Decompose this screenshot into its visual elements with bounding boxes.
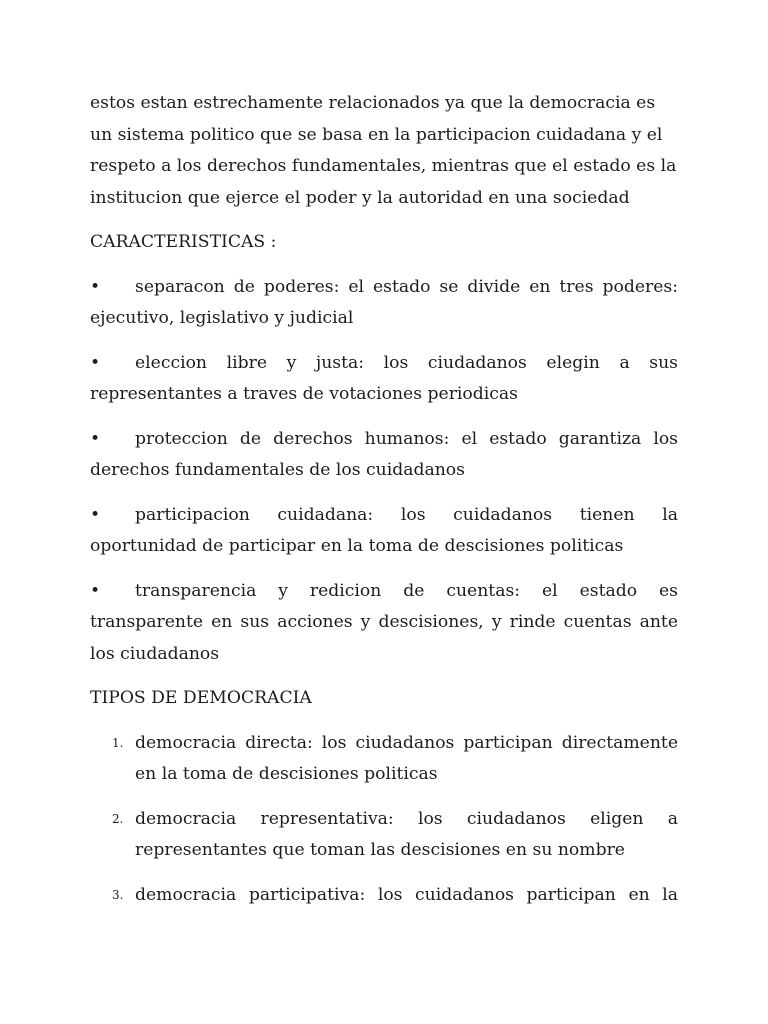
list-number: 2. (112, 811, 124, 826)
list-item-text: democracia directa: los ciudadanos participan directamente en la toma de descisiones politicas (135, 732, 678, 784)
bullet-text: participacion cuidadana: los cuidadanos tienen la oportunidad de participar en la toma de descisiones politicas (90, 504, 678, 556)
intro-paragraph: estos estan estrechamente relacionados ya que la democracia es un sistema politico que se basa en la participacion cuidadana y el respeto a los derechos fundamentales, mientras que el estado es la institucion que ejerce el poder y la autoridad en una sociedad (90, 93, 677, 208)
bullet-text: proteccion de derechos humanos: el estado garantiza los derechos fundamentales de los cuidadanos (90, 428, 678, 480)
bullet-text: transparencia y redicion de cuentas: el estado es transparente en sus acciones y descisiones, y rinde cuentas ante los ciudadanos (90, 580, 678, 664)
tipos-list (90, 728, 678, 912)
list-item-text: democracia representativa: los ciudadanos eligen a representantes que toman las descisiones en su nombre (135, 808, 678, 860)
bullet-icon: • (90, 428, 101, 449)
list-item (90, 880, 678, 912)
document-body (90, 88, 678, 924)
tipos-heading: TIPOS DE DEMOCRACIA (90, 688, 312, 708)
bullet-icon: • (90, 276, 101, 297)
bullet-item (90, 424, 678, 487)
bullet-text: eleccion libre y justa: los ciudadanos elegin a sus representantes a traves de votaciones periodicas (90, 352, 678, 404)
list-number: 1. (112, 735, 124, 750)
bullet-item (90, 348, 678, 411)
bullet-item (90, 272, 678, 335)
list-item (90, 728, 678, 791)
list-item (90, 804, 678, 867)
bullet-item (90, 576, 678, 671)
list-number: 3. (112, 887, 124, 902)
caracteristicas-heading: CARACTERISTICAS : (90, 232, 277, 252)
bullet-icon: • (90, 504, 101, 525)
list-item-text: democracia participativa: los cuidadanos participan en la (135, 884, 678, 905)
bullet-icon: • (90, 580, 101, 601)
bullet-item (90, 500, 678, 563)
bullet-icon: • (90, 352, 101, 373)
bullet-text: separacon de poderes: el estado se divide en tres poderes: ejecutivo, legislativo y judicial (90, 276, 678, 328)
